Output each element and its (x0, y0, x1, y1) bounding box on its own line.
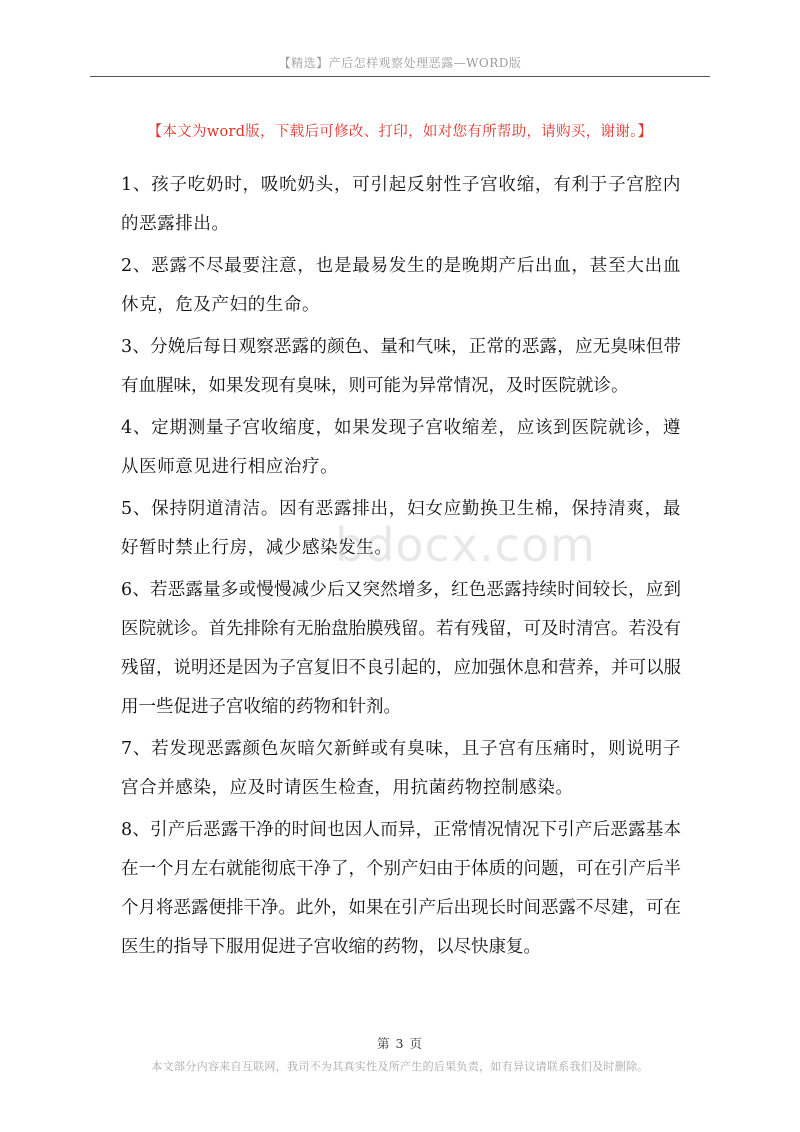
page-header-title: 【精选】产后怎样观察处理恶露—WORD版 (278, 56, 522, 70)
paragraph-5: 5、保持阴道清洁。因有恶露排出，妇女应勤换卫生棉，保持清爽，最好暂时禁止行房，减少感染发生。 (121, 499, 681, 558)
paragraph-1: 1、孩子吃奶时，吸吮奶头，可引起反射性子宫收缩，有利于子宫腔内的恶露排出。 (121, 175, 681, 234)
paragraph-8: 8、引产后恶露干净的时间也因人而异，正常情况情况下引产后恶露基本在一个月左右就能彻底干净了，个别产妇由于体质的问题，可在引产后半个月将恶露便排干净。此外，如果在引产后出现长时间恶露不尽建，可在医生的指导下服用促进子宫收缩的药物，以尽快康复。 (121, 820, 681, 957)
paragraph-2: 2、恶露不尽最要注意，也是最易发生的是晚期产后出血，甚至大出血休克，危及产妇的生命。 (121, 256, 681, 315)
paragraph-7: 7、若发现恶露颜色灰暗欠新鲜或有臭味，且子宫有压痛时，则说明子宫合并感染，应及时请医生检查，用抗菌药物控制感染。 (121, 739, 681, 798)
page-number: 第 3 页 (377, 1036, 423, 1051)
footer-disclaimer: 本文部分内容来自互联网，我司不为其真实性及所产生的后果负责，如有异议请联系我们及时删除。 (151, 1060, 649, 1073)
document-notice: 【本文为word版，下载后可修改、打印，如对您有所帮助，请购买，谢谢。】 (147, 124, 653, 140)
watermark: bdocx.com (335, 518, 596, 572)
header-divider (90, 76, 710, 77)
paragraph-3: 3、分娩后每日观察恶露的颜色、量和气味，正常的恶露，应无臭味但带有血腥味，如果发现有臭味，则可能为异常情况，及时医院就诊。 (121, 337, 681, 396)
paragraph-6: 6、若恶露量多或慢慢减少后又突然增多，红色恶露持续时间较长，应到医院就诊。首先排除有无胎盘胎膜残留。若有残留，可及时清宫。若没有残留，说明还是因为子宫复旧不良引起的，应加强休息和营养，并可以服用一些促进子宫收缩的药物和针剂。 (121, 580, 681, 717)
paragraph-4: 4、定期测量子宫收缩度，如果发现子宫收缩差，应该到医院就诊，遵从医师意见进行相应治疗。 (121, 418, 681, 477)
